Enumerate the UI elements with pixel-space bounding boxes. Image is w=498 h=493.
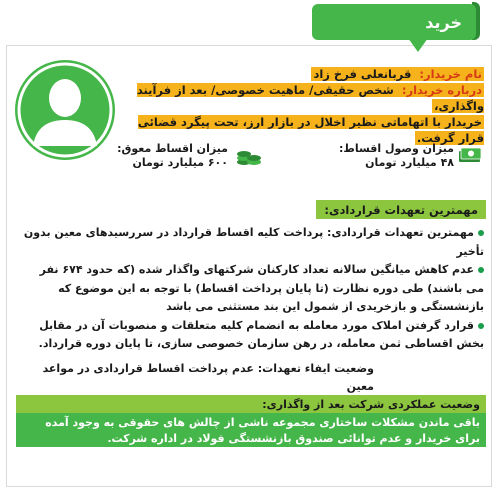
received-installments xyxy=(339,142,454,170)
list-item xyxy=(18,261,484,317)
received-label: میزان وصول اقساط: xyxy=(339,142,454,155)
obligation-text: مهمترین تعهدات قراردادی: پرداخت کلیه اقساط قرارداد در سررسیدهای معین بدون تأخیر xyxy=(23,226,484,258)
buyer-about-line xyxy=(124,82,484,114)
title-bubble xyxy=(312,4,476,40)
title-text: خرید xyxy=(425,12,462,32)
list-item xyxy=(18,224,484,261)
obligations-list xyxy=(18,224,484,397)
buyer-about-label: درباره خریدار: xyxy=(401,83,482,97)
buyer-name-line xyxy=(124,66,484,82)
buyer-name-value: قربانعلی فرخ زاد xyxy=(313,67,416,81)
overdue-installments xyxy=(117,142,228,170)
buyer-about-value-2: خریدار با اتهاماتی نظیر اخلال در بازار ارز، تحت پیگرد قضائی قرار گرفت. xyxy=(137,115,484,145)
banknotes-icon xyxy=(458,146,482,164)
company-status-body xyxy=(16,413,486,447)
title-bubble-tail xyxy=(408,38,428,52)
avatar-silhouette-icon xyxy=(15,60,115,160)
received-value: ۴۸ میلیارد تومان xyxy=(365,156,454,169)
buyer-info xyxy=(124,66,484,146)
obligation-text: عدم کاهش میانگین سالانه تعداد کارکنان شرکتهای واگذار شده (که حدود ۶۷۴ نفر می باشند) طی دوره نظارت (تا پایان پرداخت اقساط) با توجه به این موضوع که بازنشستگی و بازخریدی از شمول این بند مستثنی می باشد xyxy=(39,263,484,313)
obligation-text: قرارد گرفتن املاک مورد معامله به انضمام کلیه متعلقات و منصوبات آن در مقابل بخش اقساطی ثمن معامله، در رهن سازمان خصوصی سازی، تا پایان دوره قرارداد. xyxy=(38,318,484,350)
bullet-dot-icon xyxy=(478,323,484,329)
coins-stack-icon xyxy=(236,145,262,167)
bullet-dot-icon xyxy=(478,230,484,236)
company-status-heading xyxy=(16,395,486,413)
obligations-heading-text: مهمترین تعهدات قراردادی: xyxy=(324,202,478,217)
bullet-dot-icon xyxy=(478,267,484,273)
obligations-heading xyxy=(316,200,486,219)
buyer-about-value: شخص حقیقی/ ماهیت خصوصی/ بعد از فرآیند واگذاری، xyxy=(136,83,484,113)
obligations-status: وضعیت ایفاء تعهدات: عدم پرداخت اقساط قراردادی در مواعد معین xyxy=(42,361,374,393)
company-status-text: باقی ماندن مشکلات ساختاری مجموعه ناشی از چالش های حقوقی به وجود آمده برای خریدار و عدم توانائی صندوق بازنشستگی فولاد در اداره شرکت. xyxy=(45,416,480,445)
buyer-name-label: نام خریدار: xyxy=(419,67,482,81)
company-status-heading-text: وضعیت عملکردی شرکت بعد از واگذاری: xyxy=(262,397,480,411)
overdue-value: ۶۰۰ میلیارد تومان xyxy=(132,156,228,169)
overdue-label: میزان اقساط معوق: xyxy=(117,142,228,155)
list-item xyxy=(18,317,484,354)
